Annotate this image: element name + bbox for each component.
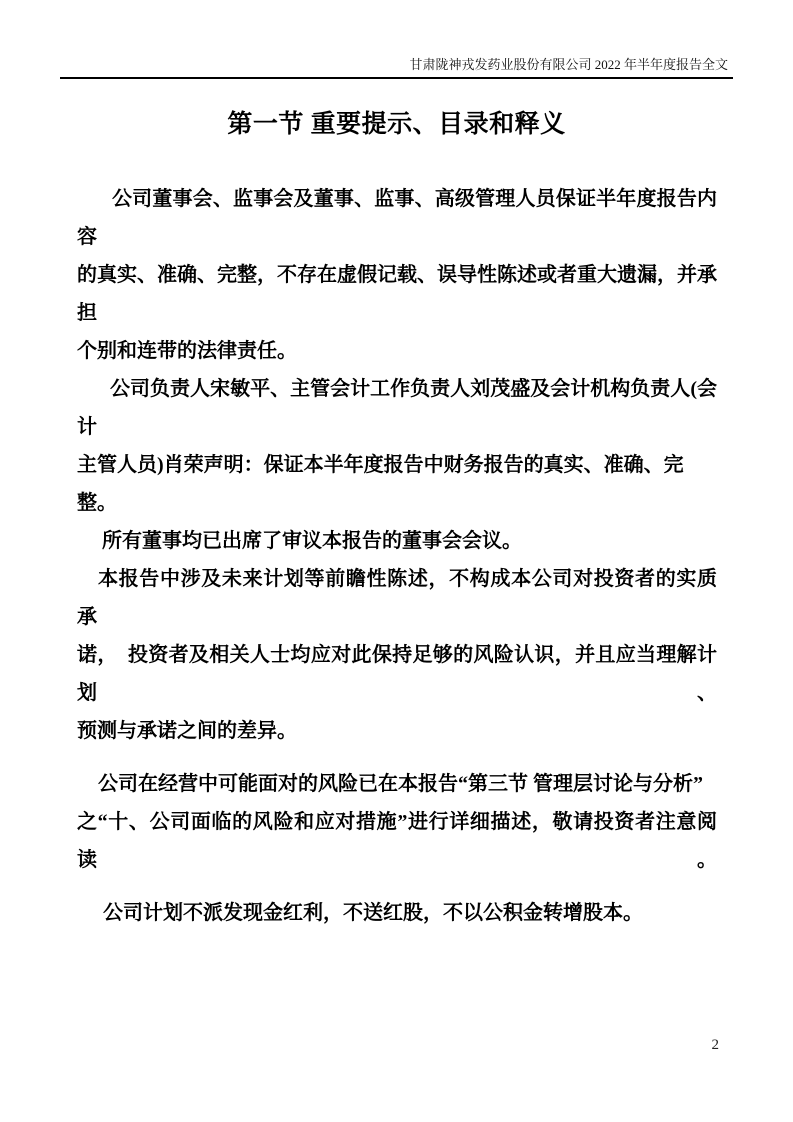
text-line: 本报告中涉及未来计划等前瞻性陈述，不构成本公司对投资者的实质承 (77, 568, 717, 628)
paragraph-directors-attendance (77, 522, 717, 560)
text-line: 主管人员)肖荣声明：保证本半年度报告中财务报告的真实、准确、完整。 (77, 454, 684, 514)
text-line: 之“十、公司面临的风险和应对措施”进行详细描述，敬请投资者注意阅读。 (77, 811, 717, 871)
section-title: 第一节 重要提示、目录和释义 (227, 111, 566, 138)
text-line: 公司在经营中可能面对的风险已在本报告“第三节 管理层讨论与分析” (98, 773, 703, 795)
text-line: 的真实、准确、完整，不存在虚假记载、误导性陈述或者重大遗漏，并承担 (77, 264, 717, 324)
paragraph-risk-notice (77, 765, 717, 879)
text-line: 预测与承诺之间的差异。 (77, 720, 297, 742)
paragraph-dividend-plan (77, 894, 717, 932)
text-line: 所有董事均已出席了审议本报告的董事会会议。 (102, 530, 522, 552)
text-line: 诺， 投资者及相关人士均应对此保持足够的风险认识，并且应当理解计划、 (77, 644, 717, 704)
text-line: 公司计划不派发现金红利，不送红股，不以公积金转增股本。 (103, 902, 643, 924)
page-header (60, 55, 733, 79)
page-number: 2 (711, 1037, 719, 1053)
paragraph-responsible-persons (77, 370, 717, 522)
text-line: 个别和连带的法律责任。 (77, 340, 297, 362)
text-line: 公司董事会、监事会及董事、监事、高级管理人员保证半年度报告内容 (77, 188, 717, 248)
paragraph-board-assurance (77, 180, 717, 370)
header-text: 甘肃陇神戎发药业股份有限公司 2022 年半年度报告全文 (409, 57, 728, 72)
document-body (77, 180, 717, 932)
text-line: 公司负责人宋敏平、主管会计工作负责人刘茂盛及会计机构负责人(会计 (77, 378, 717, 438)
paragraph-forward-looking (77, 560, 717, 750)
